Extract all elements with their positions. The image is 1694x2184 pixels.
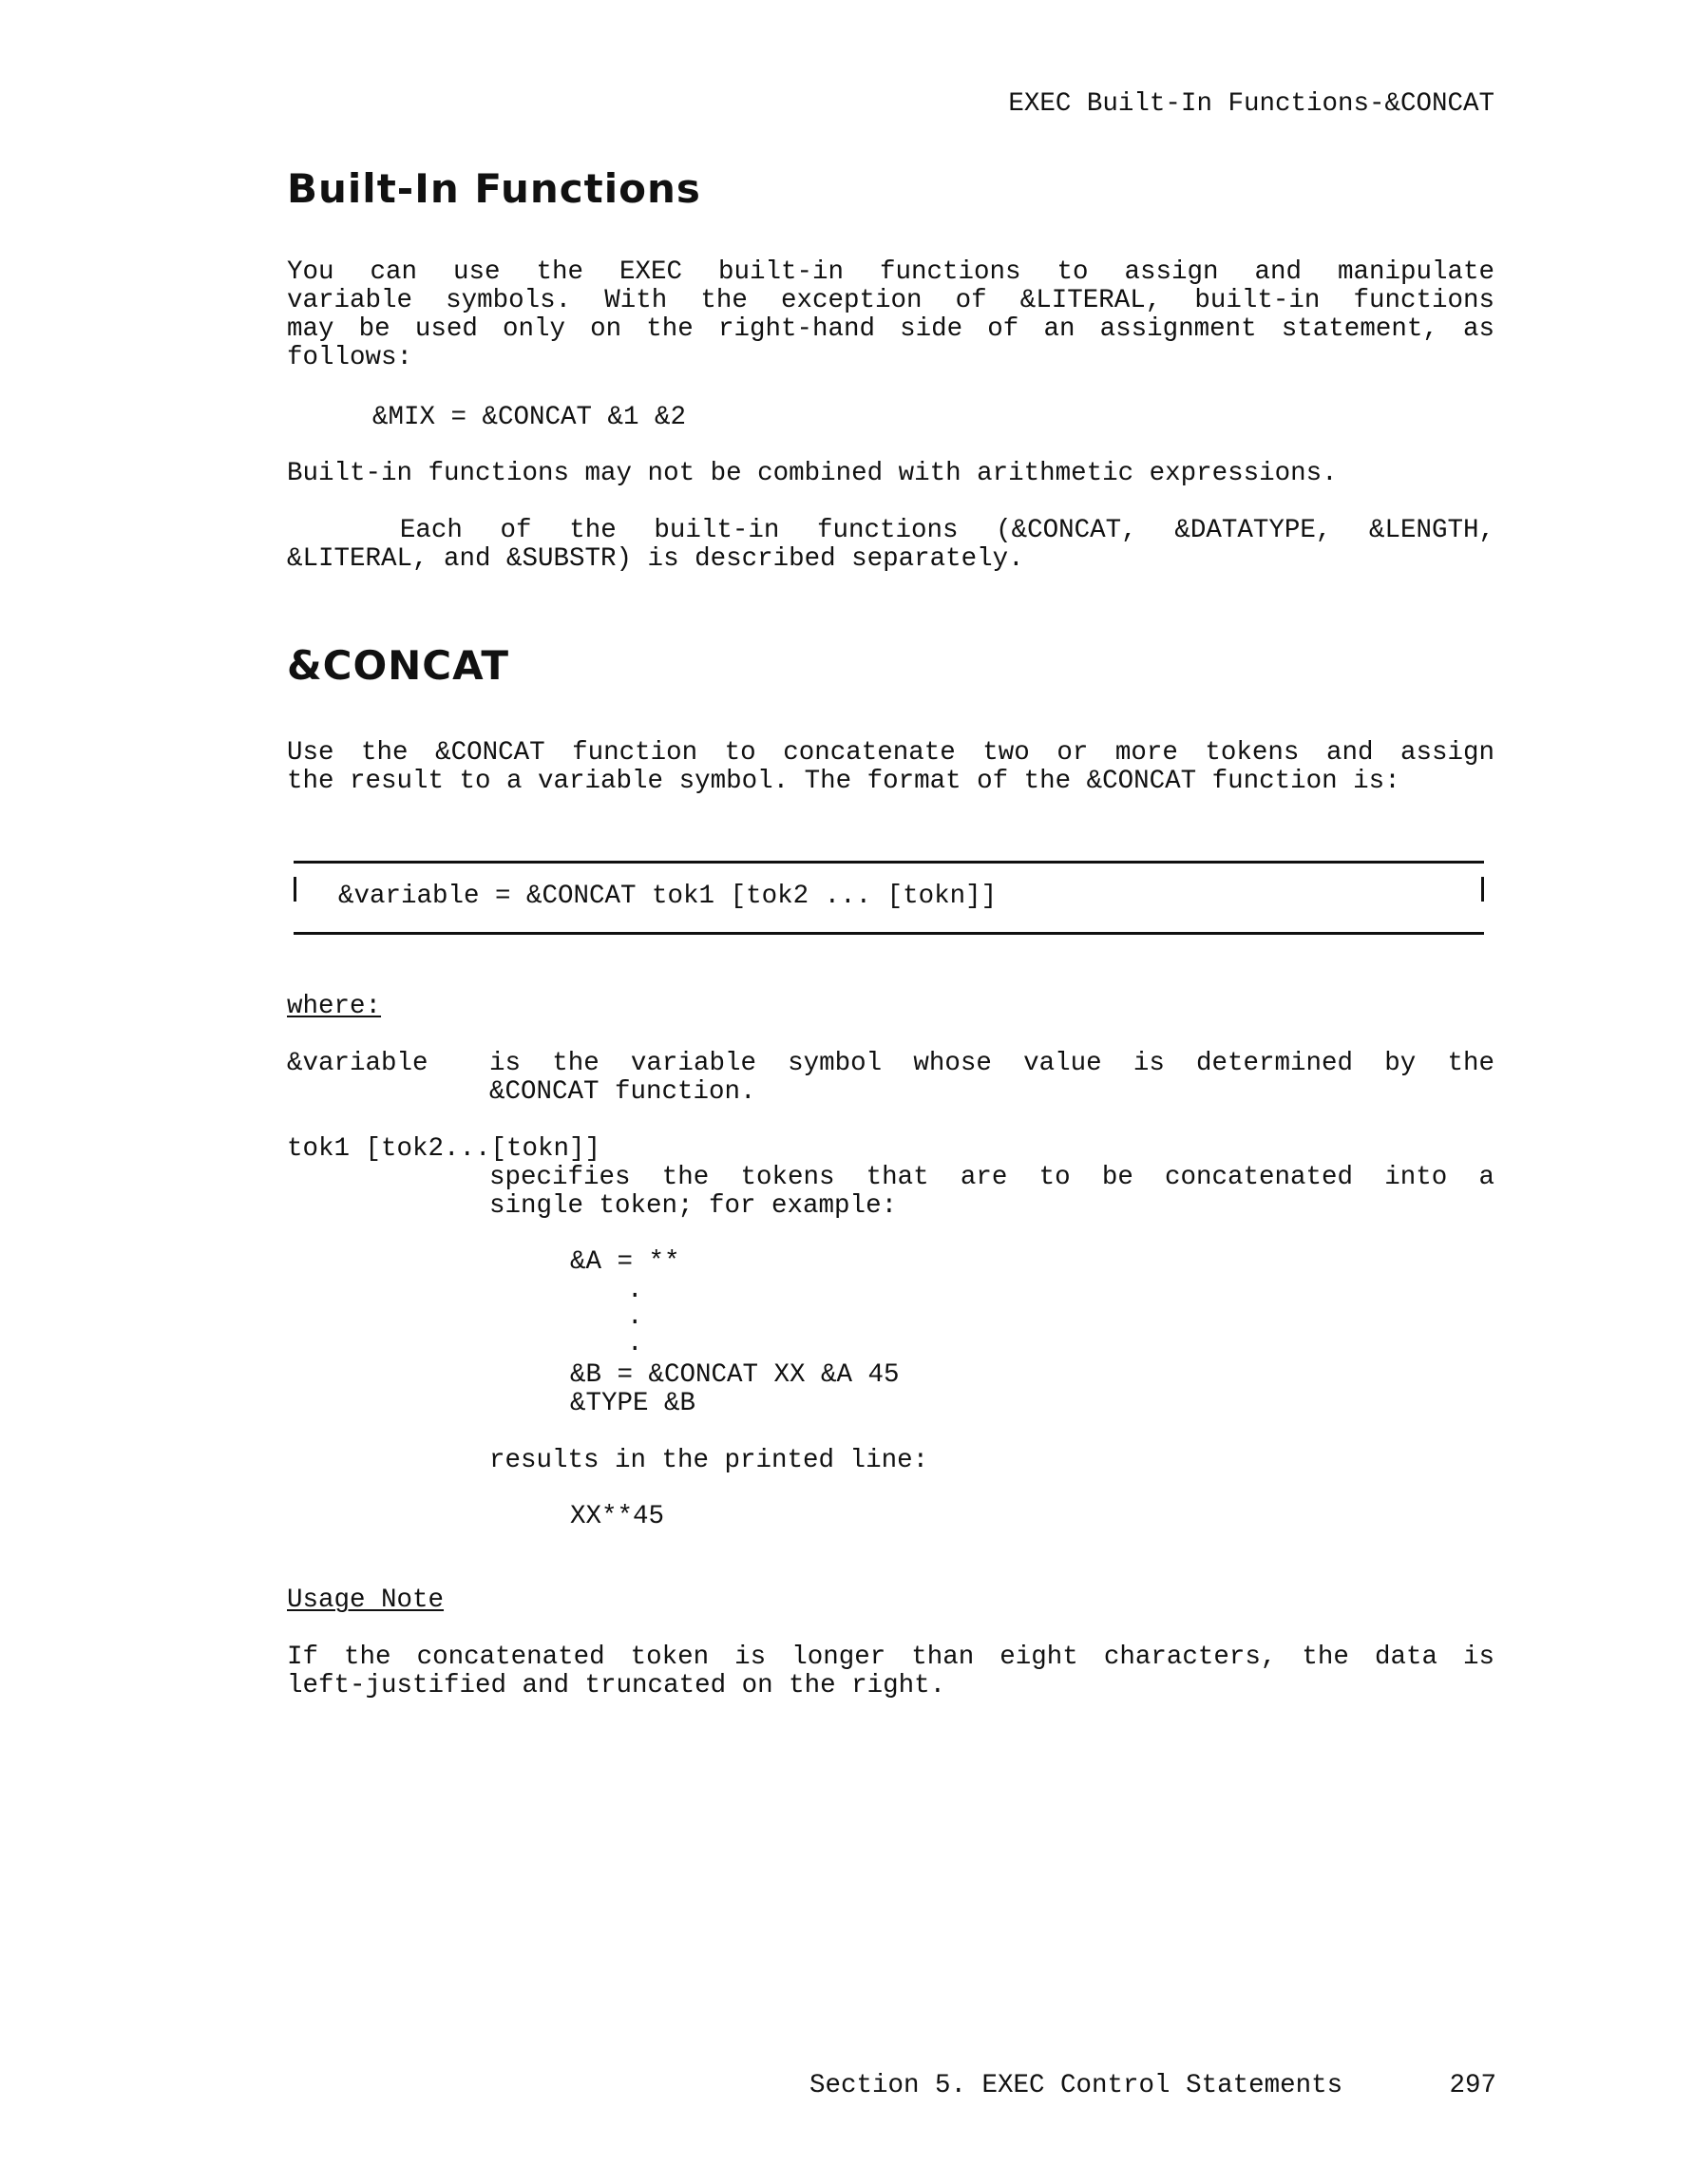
page-number: 297 bbox=[1449, 2071, 1496, 2100]
paragraph-line: Each of the built-in functions (&CONCAT, &DATATYPE, &LENGTH, bbox=[287, 516, 1494, 545]
usage-note-paragraph bbox=[287, 1643, 1494, 1700]
concat-intro-paragraph bbox=[287, 739, 1494, 796]
param-term-variable: &variable bbox=[287, 1049, 428, 1078]
definition-line: is the variable symbol whose value is determined by the bbox=[489, 1049, 1494, 1078]
syntax-box bbox=[294, 861, 1484, 935]
code-line: &B = &CONCAT XX &A 45 bbox=[570, 1360, 900, 1390]
paragraph-line: variable symbols. With the exception of &LITERAL, built-in functions bbox=[287, 286, 1494, 315]
paragraph-line: follows: bbox=[287, 343, 413, 372]
code-line: &A = ** bbox=[570, 1247, 680, 1277]
paragraph-line: may be used only on the right-hand side of an assignment statement, as bbox=[287, 314, 1494, 344]
param-term-tokens: tok1 [tok2...[tokn]] bbox=[287, 1134, 601, 1164]
definition-line: specifies the tokens that are to be concatenated into a bbox=[489, 1163, 1494, 1192]
syntax-format: &variable = &CONCAT tok1 [tok2 ... [tokn]] bbox=[338, 882, 998, 911]
builtin-list-paragraph bbox=[287, 517, 1494, 574]
definition-line: &CONCAT function. bbox=[489, 1077, 756, 1107]
ellipsis-dot: . bbox=[627, 1329, 643, 1358]
paragraph-line: &LITERAL, and &SUBSTR) is described separately. bbox=[287, 544, 1024, 574]
paragraph-line: If the concatenated token is longer than eight characters, the data is bbox=[287, 1643, 1494, 1672]
builtin-intro-paragraph bbox=[287, 258, 1494, 372]
restriction-sentence: Built-in functions may not be combined with arithmetic expressions. bbox=[287, 459, 1338, 488]
ellipsis-dot: . bbox=[627, 1276, 643, 1305]
running-head: EXEC Built-In Functions-&CONCAT bbox=[1008, 89, 1494, 119]
paragraph-line: the result to a variable symbol. The format of the &CONCAT function is: bbox=[287, 767, 1400, 796]
where-label: where: bbox=[287, 992, 382, 1021]
example-statement: &MIX = &CONCAT &1 &2 bbox=[372, 403, 687, 432]
result-output: XX**45 bbox=[570, 1502, 665, 1531]
code-line: &TYPE &B bbox=[570, 1389, 696, 1418]
param-definition-tokens bbox=[489, 1164, 1494, 1221]
param-definition-variable bbox=[489, 1050, 1494, 1107]
section-heading-concat: &CONCAT bbox=[287, 642, 510, 689]
section-heading-builtin: Built-In Functions bbox=[287, 165, 701, 212]
paragraph-line: left-justified and truncated on the right. bbox=[287, 1671, 946, 1700]
footer-section-title: Section 5. EXEC Control Statements bbox=[809, 2071, 1343, 2100]
usage-note-heading: Usage Note bbox=[287, 1586, 445, 1615]
paragraph-line: Use the &CONCAT function to concatenate two or more tokens and assign bbox=[287, 738, 1494, 768]
result-intro: results in the printed line: bbox=[489, 1446, 929, 1475]
definition-line: single token; for example: bbox=[489, 1191, 898, 1221]
paragraph-line: You can use the EXEC built-in functions to assign and manipulate bbox=[287, 257, 1494, 287]
ellipsis-dot: . bbox=[627, 1302, 643, 1332]
